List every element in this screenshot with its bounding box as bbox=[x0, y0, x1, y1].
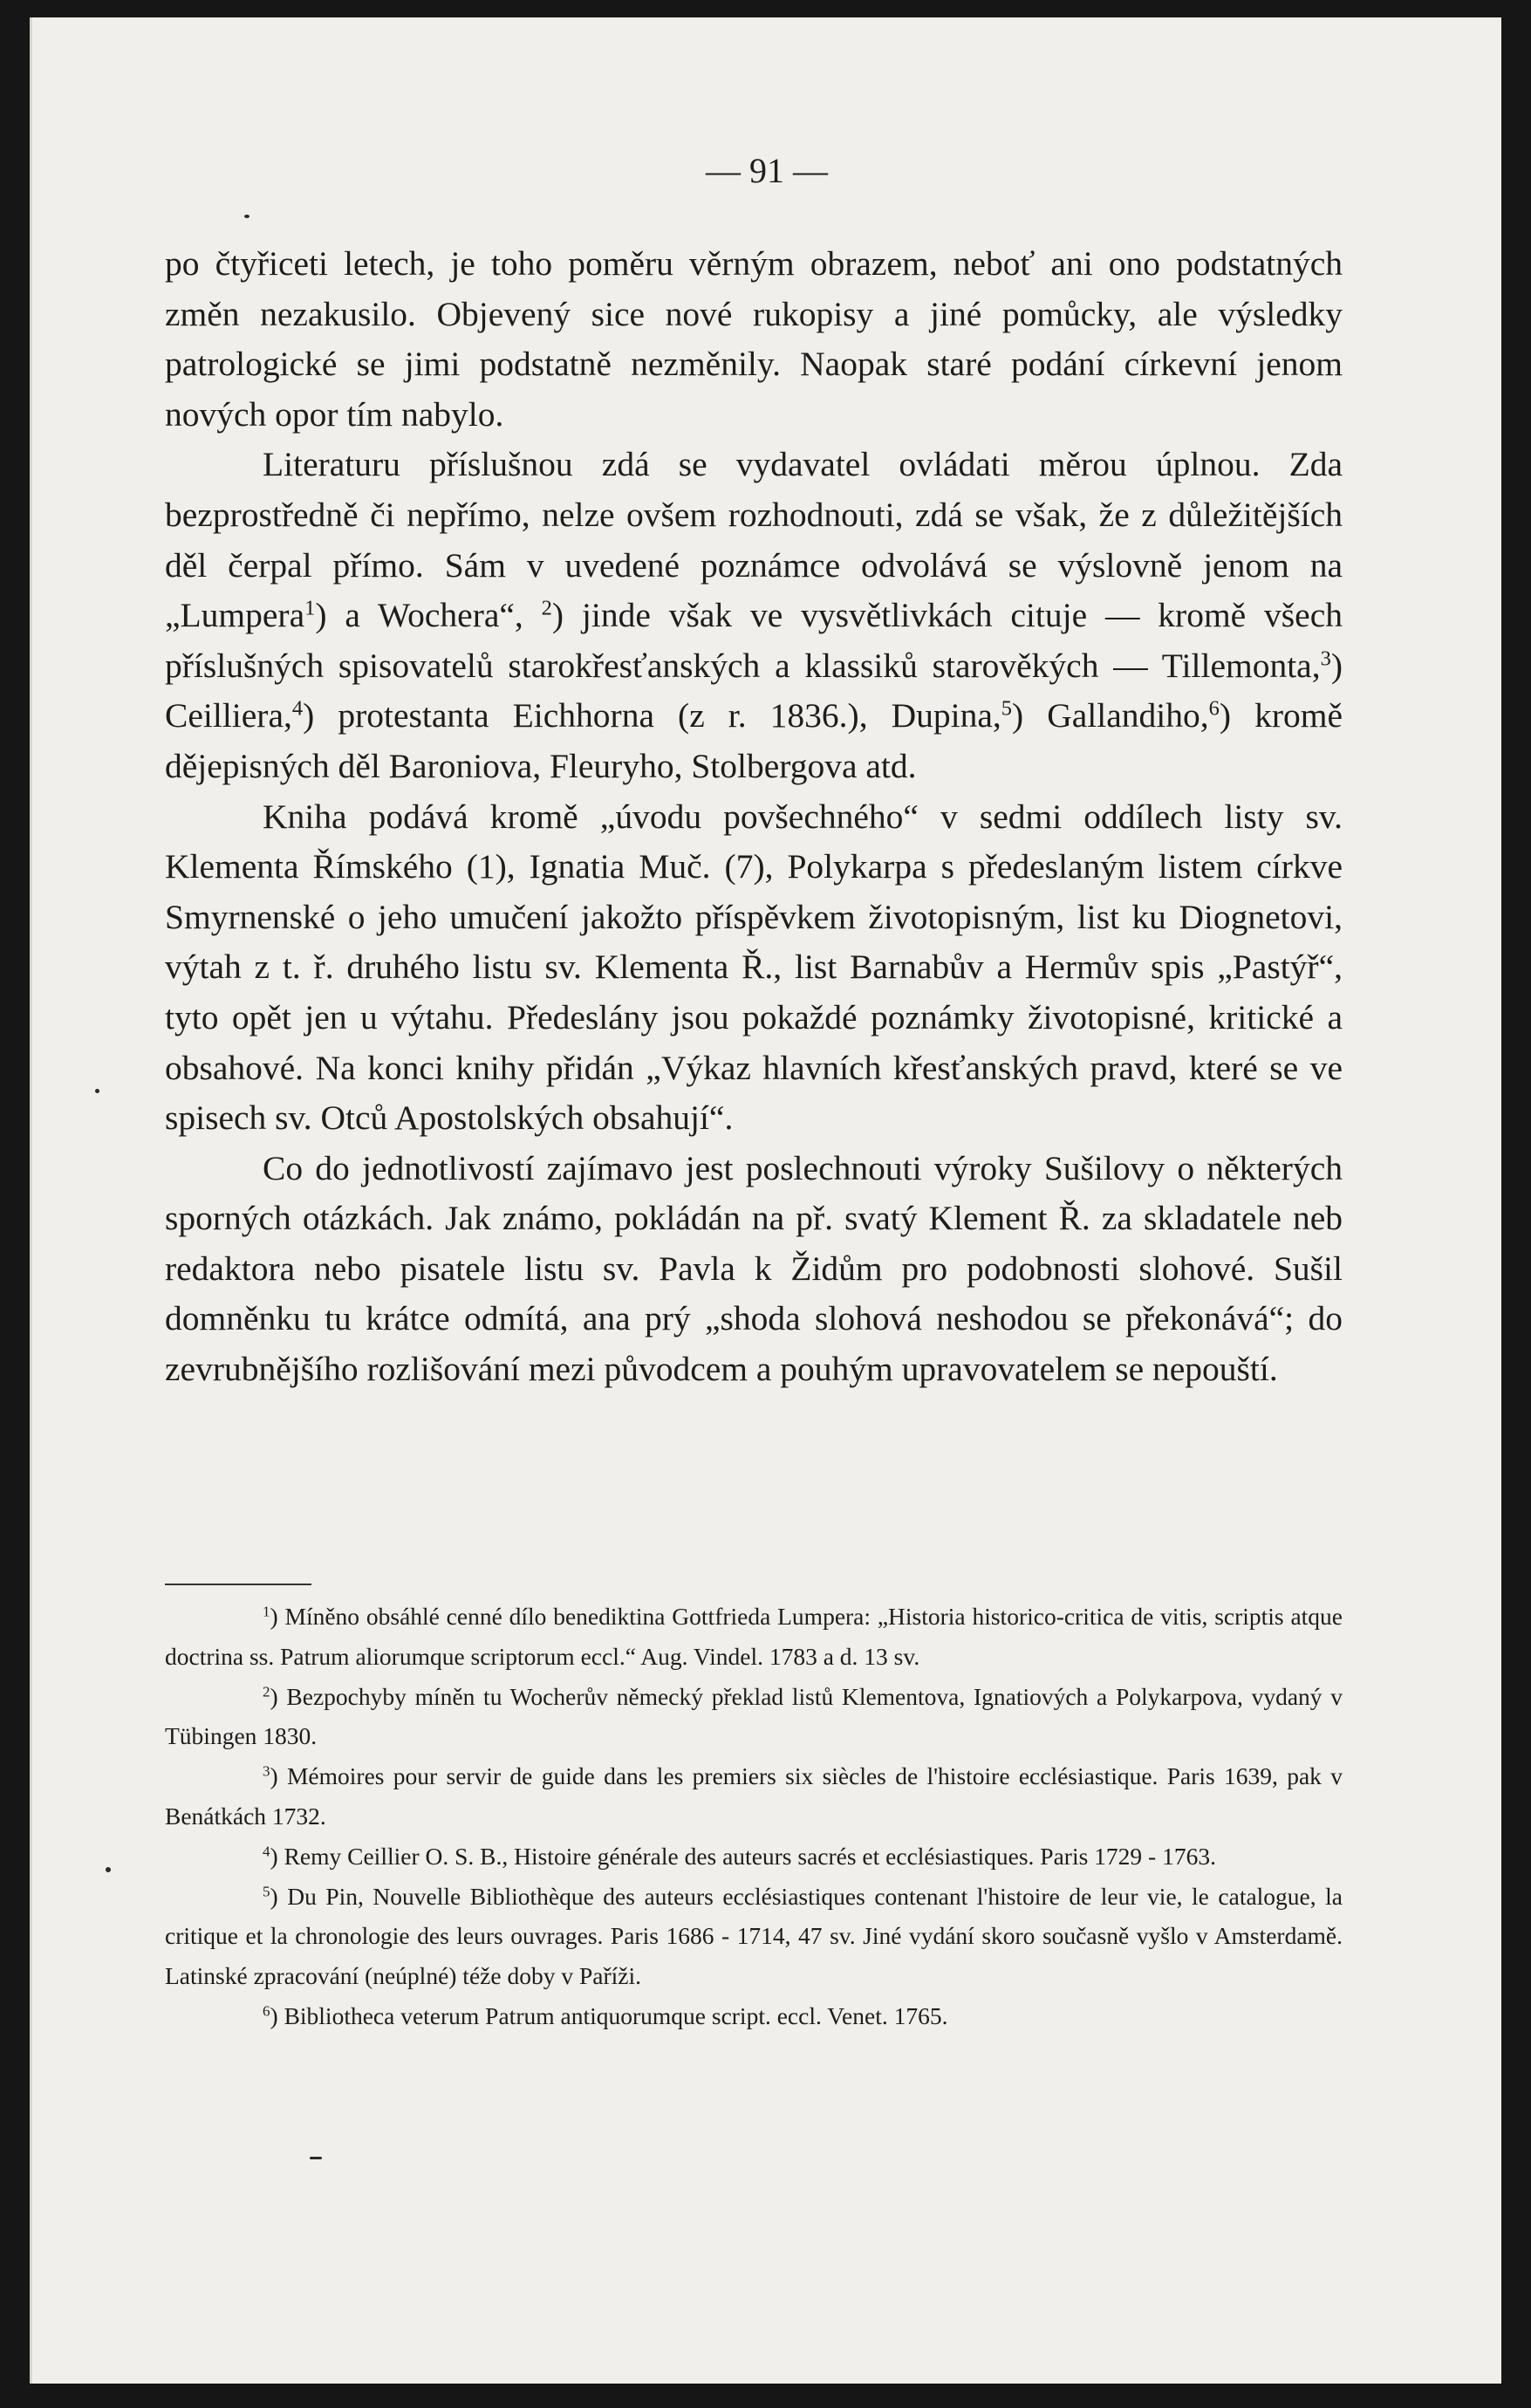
footnote-mark: 4 bbox=[263, 1843, 270, 1860]
scan-speck bbox=[244, 215, 249, 218]
footnote-divider bbox=[165, 1584, 311, 1585]
scan-speck bbox=[106, 1867, 111, 1872]
footnote-text: Du Pin, Nouvelle Bibliothèque des auteurs ecclésiastiques contenant l'histoire de leur vie, le catalogue, la critique et la chronologie des leurs ouvrages. Paris 1686 - 1714, 47 sv. Jiné vydání skoro současně vyšlo v Amsterdamě. Latinské zpracování (neúplné) téže doby v Paříži. bbox=[165, 1882, 1343, 1990]
footnote-text: Míněno obsáhlé cenné dílo benediktina Gottfrieda Lumpera: „Historia historico-critica de vitis, scriptis atque doctrina ss. Patrum aliorumque scriptorum eccl.“ Aug. Vindel. 1783 a d. 13 sv. bbox=[165, 1603, 1343, 1670]
paragraph-4: Co do jednotlivostí zajímavo jest poslechnouti výroky Sušilovy o některých sporných otázkách. Jak známo, pokládán na př. svatý Klement Ř. za skladatele neb redaktora nebo pisatele listu sv. Pavla k Židům pro podobnosti slohové. Sušil domněnku tu krátce odmítá, ana prý „shoda slohová neshodou se překonává“; do zevrubnějšího rozlišování mezi původcem a pouhým upravovatelem se nepouští. bbox=[165, 1148, 1343, 1389]
paragraph-1: po čtyřiceti letech, je toho poměru věrným obrazem, neboť ani ono podstatných změn nezakusilo. Objevený sice nové rukopisy a jiné pomůcky, ale výsledky patrologické se jimi podstatně nezměnily. Naopak staré podání církevní jenom nových opor tím nabylo. bbox=[165, 244, 1343, 434]
footnote-2: $^2$) Bezpochyby míněn tu Wocherův německý překlad listů Klementova, Ignatiových a Polykarpova, vydaný v Tübingen 1830. bbox=[165, 1682, 1343, 1750]
scanned-page bbox=[30, 17, 1501, 2384]
footnote-mark: 2 bbox=[263, 1683, 270, 1700]
footnote-1: $^1$) Míněno obsáhlé cenné dílo benediktina Gottfrieda Lumpera: „Historia historico-critica de vitis, scriptis atque doctrina ss. Patrum aliorumque scriptorum eccl.“ Aug. Vindel. 1783 a d. 13 sv. bbox=[165, 1603, 1343, 1670]
paragraph-3: Kniha podává kromě „úvodu povšechného“ v sedmi oddílech listy sv. Klementa Římského (1), Ignatia Muč. (7), Polykarpa s předeslaným listem církve Smyrnenské o jeho umučení jakožto příspěvkem životopisným, list ku Diognetovi, výtah z t. ř. druhého listu sv. Klementa Ř., list Barnabův a Hermův spis „Pastýř“, tyto opět jen u výtahu. Předeslány jsou pokaždé poznámky životopisné, kritické a obsahové. Na konci knihy přidán „Výkaz hlavních křesťanských pravd, které se ve spisech sv. Otců Apostolských obsahují“. bbox=[165, 797, 1343, 1138]
paragraph-2: Literaturu příslušnou zdá se vydavatel ovládati měrou úplnou. Zda bezprostředně či nepřímo, nelze ovšem rozhodnouti, zdá se však, že z důležitějších děl čerpal přímo. Sám v uvedené poznámce odvolává se výslovně jenom na „Lumpera$^1$) a Wochera“, $^2$) jinde však ve vysvětlivkách cituje — kromě všech příslušných spisovatelů starokřesťanských a klassiků starověkých — Tillemonta,$^3$) Ceilliera,$^4$) protestanta Eichhorna (z r. 1836.), Dupina,$^5$) Gallandiho,$^6$) kromě dějepisných děl Baroniova, Fleuryho, Stolbergova atd. bbox=[165, 445, 1343, 785]
footnote-5: $^5$) Du Pin, Nouvelle Bibliothèque des auteurs ecclésiastiques contenant l'histoire de leur vie, le catalogue, la critique et la chronologie des leurs ouvrages. Paris 1686 - 1714, 47 sv. Jiné vydání skoro současně vyšlo v Amsterdamě. Latinské zpracování (neúplné) téže doby v Paříži. bbox=[165, 1882, 1343, 1990]
footnote-mark: 3 bbox=[263, 1762, 270, 1780]
footnote-4: $^4$) Remy Ceillier O. S. B., Histoire générale des auteurs sacrés et ecclésiastiques. Paris 1729 - 1763. bbox=[263, 1842, 1216, 1870]
footnote-mark: 6 bbox=[263, 2002, 270, 2020]
footnote-6: $^6$) Bibliotheca veterum Patrum antiquorumque script. eccl. Venet. 1765. bbox=[263, 2001, 948, 2029]
footnotes bbox=[165, 1597, 1343, 2036]
footnote-text: Mémoires pour servir de guide dans les premiers six siècles de l'histoire ecclésiastique. Paris 1639, pak v Benátkách 1732. bbox=[165, 1762, 1343, 1830]
footnote-mark: 1 bbox=[263, 1603, 270, 1620]
footnote-3: $^3$) Mémoires pour servir de guide dans les premiers six siècles de l'histoire ecclésiastique. Paris 1639, pak v Benátkách 1732. bbox=[165, 1762, 1343, 1830]
page-number: — 91 — bbox=[706, 151, 828, 190]
scan-speck bbox=[310, 2157, 322, 2159]
footnote-text: Remy Ceillier O. S. B., Histoire générale des auteurs sacrés et ecclésiastiques. Paris 1729 - 1763. bbox=[284, 1842, 1216, 1870]
footnote-text: Bibliotheca veterum Patrum antiquorumque script. eccl. Venet. 1765. bbox=[284, 2001, 948, 2029]
main-text bbox=[165, 239, 1343, 1395]
footnote-mark: 5 bbox=[263, 1883, 270, 1900]
footnote-text: Bezpochyby míněn tu Wocherův německý překlad listů Klementova, Ignatiových a Polykarpova, vydaný v Tübingen 1830. bbox=[165, 1682, 1343, 1750]
scan-speck bbox=[95, 1089, 99, 1093]
